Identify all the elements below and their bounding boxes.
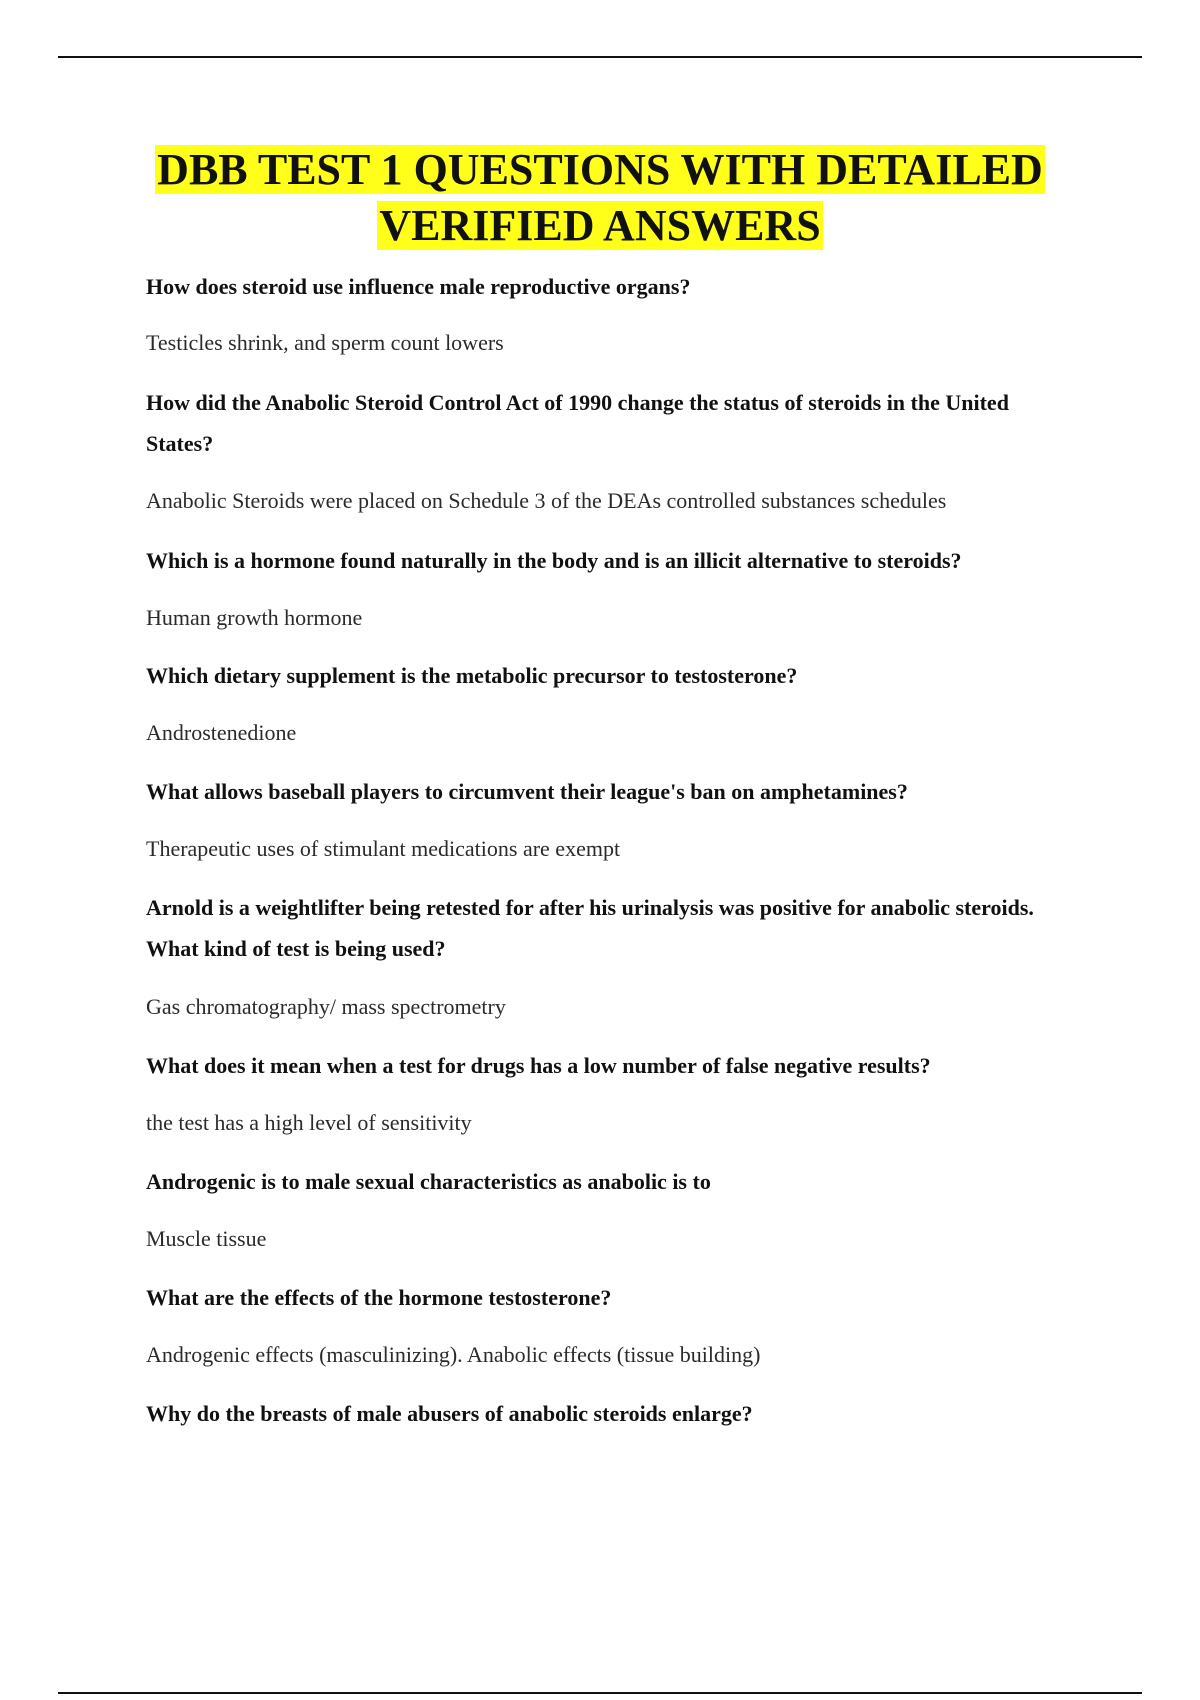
question-1: How does steroid use influence male reproductive organs? [146,274,691,299]
bottom-rule [58,1692,1142,1694]
answer-1: Testicles shrink, and sperm count lowers [146,330,504,355]
answer-6: Gas chromatography/ mass spectrometry [146,994,506,1019]
answer-9: Androgenic effects (masculinizing). Anabolic effects (tissue building) [146,1342,761,1367]
question-6: Arnold is a weightlifter being retested for after his urinalysis was positive for anabolic steroids. What kind of test is being used? [146,895,1034,961]
question-5: What allows baseball players to circumvent their league's ban on amphetamines? [146,779,908,804]
question-4: Which dietary supplement is the metabolic precursor to testosterone? [146,663,798,688]
answer-7: the test has a high level of sensitivity [146,1110,472,1135]
answer-3: Human growth hormone [146,605,363,630]
top-rule [58,56,1142,58]
answer-2: Anabolic Steroids were placed on Schedule 3 of the DEAs controlled substances schedules [146,488,947,513]
document-title [0,142,1200,254]
question-7: What does it mean when a test for drugs has a low number of false negative results? [146,1053,931,1078]
question-9: What are the effects of the hormone testosterone? [146,1285,612,1310]
answer-5: Therapeutic uses of stimulant medications are exempt [146,836,621,861]
answer-4: Androstenedione [146,720,297,745]
question-3: Which is a hormone found naturally in the body and is an illicit alternative to steroids? [146,548,962,573]
question-10: Why do the breasts of male abusers of anabolic steroids enlarge? [146,1401,753,1426]
question-2: How did the Anabolic Steroid Control Act of 1990 change the status of steroids in the United States? [146,390,1009,456]
title-line-2: VERIFIED ANSWERS [379,201,821,250]
answer-8: Muscle tissue [146,1226,267,1251]
title-line-1: DBB TEST 1 QUESTIONS WITH DETAILED [157,145,1043,194]
question-8: Androgenic is to male sexual characteristics as anabolic is to [146,1169,711,1194]
